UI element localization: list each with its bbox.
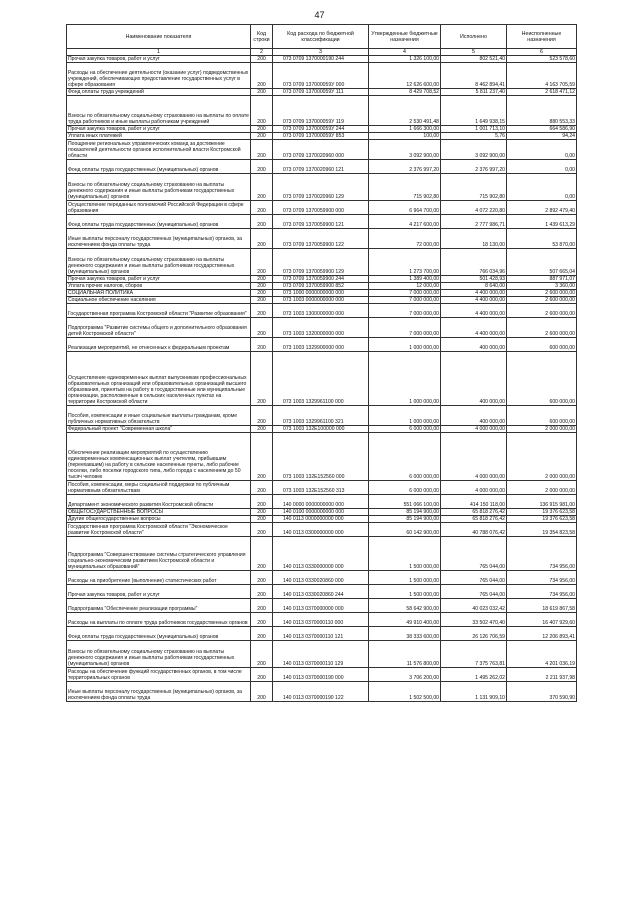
row-approved: 85 194 900,00 (369, 509, 441, 516)
row-approved: 100,00 (369, 133, 441, 140)
row-budget-code: 073 1003 1329961100 000 (273, 352, 369, 406)
page-number: 47 (314, 10, 325, 20)
column-number: 1 (67, 49, 251, 56)
table-body (67, 56, 577, 702)
table-row (67, 215, 577, 229)
header-budget-code: Код расхода по бюджетной классификации (273, 25, 369, 49)
row-budget-code: 073 0709 1370020960 129 (273, 174, 369, 201)
row-name: Уплата иных платежей (67, 133, 251, 140)
header-unexecuted: Неисполненные назначения (507, 25, 577, 49)
row-executed: 414 150 118,00 (441, 495, 507, 509)
row-approved: 1 502 500,00 (369, 682, 441, 702)
row-name: Обеспечение реализации мероприятий по осуществлению единовременных компенсационных выплат учителям, прибывшим (переехавшим) на работу в сельские населенные пункты, либо рабочие поселки, либо поселки городского типа, либо города с населением до 50 тысяч человек (67, 433, 251, 481)
row-unexecuted: 523 578,60 (507, 56, 577, 63)
row-name: Взносы по обязательному социальному страхованию на выплаты денежного содержания и иные выплаты работникам государственных (муниципальных) органов (67, 249, 251, 276)
table-row (67, 481, 577, 495)
table-row (67, 516, 577, 523)
table-row (67, 133, 577, 140)
row-executed: 5,76 (441, 133, 507, 140)
row-line-code: 200 (251, 599, 273, 613)
row-approved: 1 000 000,00 (369, 352, 441, 406)
row-executed: 8 462 894,41 (441, 63, 507, 89)
row-name: Фонд оплаты труда государственных (муниципальных) органов (67, 627, 251, 641)
row-line-code: 200 (251, 585, 273, 599)
row-unexecuted: 600 000,00 (507, 406, 577, 426)
table-row (67, 89, 577, 96)
row-unexecuted: 19 376 623,58 (507, 509, 577, 516)
row-line-code: 200 (251, 290, 273, 297)
row-budget-code: 140 0113 0370000190 000 (273, 668, 369, 682)
row-name: Прочая закупка товаров, работ и услуг (67, 276, 251, 283)
row-line-code: 200 (251, 682, 273, 702)
row-budget-code: 140 0113 0370000110 000 (273, 613, 369, 627)
row-name: Пособия, компенсации, меры социальной поддержки по публичным нормативным обязательствам (67, 481, 251, 495)
column-number: 2 (251, 49, 273, 56)
row-unexecuted: 53 870,00 (507, 229, 577, 249)
row-name: Прочая закупка товаров, работ и услуг (67, 126, 251, 133)
row-budget-code: 073 0709 137000059У 853 (273, 133, 369, 140)
row-name: Подпрограмма "Развитие системы общего и дополнительного образования детей Костромской области" (67, 318, 251, 338)
row-name: Взносы по обязательному социальному страхованию на выплаты денежного содержания и иные выплаты работникам государственных (муниципальных) органов (67, 641, 251, 668)
row-line-code: 200 (251, 297, 273, 304)
row-executed: 766 034,96 (441, 249, 507, 276)
row-executed: 40 023 032,42 (441, 599, 507, 613)
row-line-code: 200 (251, 318, 273, 338)
column-number: 6 (507, 49, 577, 56)
row-approved: 8 429 708,52 (369, 89, 441, 96)
table-row (67, 318, 577, 338)
row-executed: 4 400 000,00 (441, 304, 507, 318)
row-unexecuted: 2 600 000,00 (507, 318, 577, 338)
table-row (67, 276, 577, 283)
row-line-code: 200 (251, 174, 273, 201)
row-unexecuted: 2 892 479,40 (507, 201, 577, 215)
row-name: Взносы по обязательному социальному страхованию на выплаты денежного содержания и иные выплаты работникам государственных (муниципальных) органов (67, 174, 251, 201)
row-line-code: 200 (251, 426, 273, 433)
row-approved: 4 217 600,00 (369, 215, 441, 229)
row-unexecuted: 880 553,33 (507, 96, 577, 126)
row-name: Федеральный проект "Современная школа" (67, 426, 251, 433)
row-approved: 3 706 200,00 (369, 668, 441, 682)
row-budget-code: 140 0113 0300000000 000 (273, 523, 369, 537)
header-indicator-name: Наименование показателя (67, 25, 251, 49)
header-approved: Утвержденные бюджетные назначения (369, 25, 441, 49)
row-approved: 2 376 997,20 (369, 160, 441, 174)
row-budget-code: 073 0709 137000059У 000 (273, 63, 369, 89)
table-row (67, 140, 577, 160)
row-name: Уплата прочих налогов, сборов (67, 283, 251, 290)
table-row (67, 523, 577, 537)
row-approved: 551 066 100,00 (369, 495, 441, 509)
row-unexecuted: 18 619 867,58 (507, 599, 577, 613)
row-approved: 38 333 600,00 (369, 627, 441, 641)
table-row (67, 56, 577, 63)
row-executed: 1 495 262,02 (441, 668, 507, 682)
row-name: Фонд оплаты труда государственных (муниципальных) органов (67, 160, 251, 174)
row-budget-code: 073 1003 1329900000 000 (273, 338, 369, 352)
header-line-code: Код строки (251, 25, 273, 49)
row-budget-code: 073 0709 1370020960 121 (273, 160, 369, 174)
row-approved: 60 142 900,00 (369, 523, 441, 537)
row-approved: 49 910 400,00 (369, 613, 441, 627)
row-approved: 1 273 700,00 (369, 249, 441, 276)
row-unexecuted: 2 000 000,00 (507, 426, 577, 433)
row-line-code: 200 (251, 668, 273, 682)
row-line-code: 200 (251, 627, 273, 641)
row-budget-code: 073 1003 1320000000 000 (273, 318, 369, 338)
column-number: 3 (273, 49, 369, 56)
row-unexecuted: 12 206 893,41 (507, 627, 577, 641)
row-line-code: 200 (251, 406, 273, 426)
row-executed: 7 375 763,81 (441, 641, 507, 668)
row-executed: 765 044,00 (441, 537, 507, 571)
row-budget-code: 073 0709 1370059900 129 (273, 249, 369, 276)
row-approved: 1 500 000,00 (369, 537, 441, 571)
row-executed: 1 649 938,15 (441, 96, 507, 126)
table-row (67, 585, 577, 599)
row-unexecuted: 507 665,04 (507, 249, 577, 276)
row-unexecuted: 887 971,07 (507, 276, 577, 283)
row-name: Пособия, компенсации и иные социальные выплаты гражданам, кроме публичных нормативных обязательств (67, 406, 251, 426)
row-line-code: 200 (251, 249, 273, 276)
row-line-code: 200 (251, 304, 273, 318)
table-row (67, 283, 577, 290)
row-line-code: 200 (251, 63, 273, 89)
row-budget-code: 073 0709 1370059900 121 (273, 215, 369, 229)
column-number-row (67, 49, 577, 56)
row-unexecuted: 0,00 (507, 160, 577, 174)
row-approved: 7 000 000,00 (369, 297, 441, 304)
row-line-code: 200 (251, 481, 273, 495)
row-line-code: 200 (251, 495, 273, 509)
table-row (67, 682, 577, 702)
row-budget-code: 073 0709 137000059У 119 (273, 96, 369, 126)
row-budget-code: 073 0709 1370059900 244 (273, 276, 369, 283)
table-row (67, 174, 577, 201)
row-budget-code: 073 1003 0000000000 000 (273, 297, 369, 304)
row-approved: 7 000 000,00 (369, 318, 441, 338)
row-executed: 40 788 076,42 (441, 523, 507, 537)
row-line-code: 200 (251, 140, 273, 160)
row-unexecuted: 0,00 (507, 174, 577, 201)
row-unexecuted: 136 915 981,00 (507, 495, 577, 509)
row-approved: 1 326 100,00 (369, 56, 441, 63)
row-line-code: 200 (251, 201, 273, 215)
row-executed: 4 400 000,00 (441, 318, 507, 338)
row-line-code: 200 (251, 537, 273, 571)
row-budget-code: 140 0113 0370000000 000 (273, 599, 369, 613)
row-executed: 765 044,00 (441, 585, 507, 599)
row-name: Расходы на обеспечение функций государственных органов, в том числе территориальных органов (67, 668, 251, 682)
row-line-code: 200 (251, 613, 273, 627)
row-budget-code: 073 0709 1370059900 122 (273, 229, 369, 249)
row-line-code: 200 (251, 215, 273, 229)
row-line-code: 200 (251, 89, 273, 96)
row-unexecuted: 600 000,00 (507, 352, 577, 406)
row-executed: 4 072 220,80 (441, 201, 507, 215)
row-name: Подпрограмма "Совершенствование системы стратегического управления социально-экономическим развитием Костромской области и муниципальных образований" (67, 537, 251, 571)
table-row (67, 641, 577, 668)
row-budget-code: 073 0709 1370059900 000 (273, 201, 369, 215)
row-approved: 7 000 000,00 (369, 304, 441, 318)
row-executed: 715 902,80 (441, 174, 507, 201)
row-name: Прочая закупка товаров, работ и услуг (67, 56, 251, 63)
row-unexecuted: 664 586,90 (507, 126, 577, 133)
row-line-code: 200 (251, 126, 273, 133)
row-name: Государственная программа Костромской области "Развитие образования" (67, 304, 251, 318)
row-line-code: 200 (251, 96, 273, 126)
row-executed: 1 001 713,10 (441, 126, 507, 133)
row-executed: 18 130,00 (441, 229, 507, 249)
row-unexecuted: 370 590,90 (507, 682, 577, 702)
table-row (67, 126, 577, 133)
row-unexecuted: 16 407 929,60 (507, 613, 577, 627)
table-row (67, 229, 577, 249)
row-name: Осуществление переданных полномочий Российской Федерации в сфере образования (67, 201, 251, 215)
row-approved: 72 000,00 (369, 229, 441, 249)
row-unexecuted: 2 600 000,00 (507, 297, 577, 304)
row-name: Расходы на приобретение (выполнение) статистических работ (67, 571, 251, 585)
row-name: Подпрограмма "Обеспечение реализации программы" (67, 599, 251, 613)
table-header (67, 25, 577, 56)
row-approved: 7 000 000,00 (369, 290, 441, 297)
row-budget-code: 073 1003 132E152560 000 (273, 433, 369, 481)
row-unexecuted: 1 439 613,29 (507, 215, 577, 229)
row-name: Фонд оплаты труда государственных (муниципальных) органов (67, 215, 251, 229)
row-executed: 501 428,93 (441, 276, 507, 283)
row-budget-code: 140 0113 0370000110 129 (273, 641, 369, 668)
row-approved: 1 389 400,00 (369, 276, 441, 283)
row-budget-code: 140 0113 0330000000 000 (273, 537, 369, 571)
table-row (67, 599, 577, 613)
row-executed: 65 818 276,42 (441, 516, 507, 523)
table-row (67, 627, 577, 641)
row-budget-code: 073 1003 1300000000 000 (273, 304, 369, 318)
row-name: Расходы на выплаты по оплате труда работников государственных органов (67, 613, 251, 627)
row-approved: 3 092 900,00 (369, 140, 441, 160)
row-name: Расходы на обеспечение деятельности (оказание услуг) подведомственных учреждений, обеспечивающих предоставление государственных услуг в сфере образования (67, 63, 251, 89)
row-executed: 1 131 909,10 (441, 682, 507, 702)
row-executed: 802 521,40 (441, 56, 507, 63)
row-name: Реализация мероприятий, не отнесенных к федеральным проектам (67, 338, 251, 352)
row-budget-code: 073 0709 137000059У 111 (273, 89, 369, 96)
table-row (67, 406, 577, 426)
row-line-code: 200 (251, 56, 273, 63)
row-name: Государственная программа Костромской области "Экономическое развитие Костромской области" (67, 523, 251, 537)
row-name: СОЦИАЛЬНАЯ ПОЛИТИКА (67, 290, 251, 297)
row-line-code: 200 (251, 433, 273, 481)
row-budget-code: 140 0000 0000000000 000 (273, 495, 369, 509)
row-approved: 1 666 300,00 (369, 126, 441, 133)
row-executed: 4 000 000,00 (441, 433, 507, 481)
row-unexecuted: 2 211 937,98 (507, 668, 577, 682)
row-approved: 58 642 900,00 (369, 599, 441, 613)
row-line-code: 200 (251, 641, 273, 668)
row-executed: 65 818 276,42 (441, 509, 507, 516)
header-executed: Исполнено (441, 25, 507, 49)
row-unexecuted: 2 000 000,00 (507, 433, 577, 481)
table-row (67, 433, 577, 481)
row-line-code: 200 (251, 509, 273, 516)
row-line-code: 200 (251, 338, 273, 352)
row-approved: 6 000 000,00 (369, 426, 441, 433)
row-executed: 2 777 986,71 (441, 215, 507, 229)
row-unexecuted: 19 354 823,58 (507, 523, 577, 537)
row-unexecuted: 2 000 000,00 (507, 481, 577, 495)
row-name: Департамент экономического развития Костромской области (67, 495, 251, 509)
row-budget-code: 073 0709 137000059У 244 (273, 126, 369, 133)
row-name: Социальное обеспечение населения (67, 297, 251, 304)
row-unexecuted: 4 163 705,59 (507, 63, 577, 89)
row-unexecuted: 3 360,00 (507, 283, 577, 290)
row-executed: 4 400 000,00 (441, 290, 507, 297)
budget-execution-table (66, 24, 577, 702)
table-row (67, 297, 577, 304)
row-executed: 4 000 000,00 (441, 426, 507, 433)
row-executed: 33 502 470,40 (441, 613, 507, 627)
row-budget-code: 140 0100 0000000000 000 (273, 509, 369, 516)
row-unexecuted: 734 956,00 (507, 571, 577, 585)
row-approved: 1 000 000,00 (369, 338, 441, 352)
row-budget-code: 140 0113 0330020860 244 (273, 585, 369, 599)
row-line-code: 200 (251, 229, 273, 249)
row-line-code: 200 (251, 523, 273, 537)
row-name: Осуществление единовременных выплат выпускникам профессиональных образовательных организаций или образовательных организаций высшего образования, принятым на работу в государственные или муниципальные организации, расположенные в сельских населенных пунктах на территории Костромской области (67, 352, 251, 406)
row-approved: 1 500 000,00 (369, 585, 441, 599)
row-budget-code: 140 0113 0370000110 121 (273, 627, 369, 641)
row-name: Фонд оплаты труда учреждений (67, 89, 251, 96)
row-approved: 6 000 000,00 (369, 481, 441, 495)
table-row (67, 290, 577, 297)
row-executed: 400 000,00 (441, 352, 507, 406)
row-executed: 3 092 900,00 (441, 140, 507, 160)
column-number: 4 (369, 49, 441, 56)
row-unexecuted: 2 600 000,00 (507, 304, 577, 318)
table-row (67, 426, 577, 433)
row-unexecuted: 734 956,00 (507, 537, 577, 571)
row-approved: 12 000,00 (369, 283, 441, 290)
row-approved: 1 000 000,00 (369, 406, 441, 426)
row-unexecuted: 734 956,00 (507, 585, 577, 599)
row-unexecuted: 19 376 623,58 (507, 516, 577, 523)
table-row (67, 571, 577, 585)
row-unexecuted: 2 600 000,00 (507, 290, 577, 297)
table-row (67, 495, 577, 509)
row-budget-code: 073 1003 1329961100 321 (273, 406, 369, 426)
row-name: ОБЩЕГОСУДАРСТВЕННЫЕ ВОПРОСЫ (67, 509, 251, 516)
row-executed: 4 000 000,00 (441, 481, 507, 495)
row-approved: 85 194 900,00 (369, 516, 441, 523)
row-name: Поощрение региональных управленческих команд за достижение показателей деятельности органов исполнительной власти Костромской области (67, 140, 251, 160)
row-executed: 8 640,00 (441, 283, 507, 290)
row-budget-code: 073 1000 0000000000 000 (273, 290, 369, 297)
row-line-code: 200 (251, 283, 273, 290)
row-name: Другие общегосударственные вопросы (67, 516, 251, 523)
row-budget-code: 073 1003 132E152560 313 (273, 481, 369, 495)
row-unexecuted: 600 000,00 (507, 338, 577, 352)
row-budget-code: 140 0113 0330020860 000 (273, 571, 369, 585)
row-executed: 4 400 000,00 (441, 297, 507, 304)
row-approved: 6 000 000,00 (369, 433, 441, 481)
row-unexecuted: 4 201 036,19 (507, 641, 577, 668)
row-executed: 26 126 706,59 (441, 627, 507, 641)
row-line-code: 200 (251, 160, 273, 174)
table-row (67, 63, 577, 89)
row-line-code: 200 (251, 133, 273, 140)
row-budget-code: 073 0709 1370000190 244 (273, 56, 369, 63)
row-line-code: 200 (251, 276, 273, 283)
row-name: Прочая закупка товаров, работ и услуг (67, 585, 251, 599)
row-unexecuted: 2 618 471,12 (507, 89, 577, 96)
row-budget-code: 140 0113 0000000000 000 (273, 516, 369, 523)
row-budget-code: 073 0709 1370020960 000 (273, 140, 369, 160)
row-approved: 715 902,80 (369, 174, 441, 201)
table-row (67, 668, 577, 682)
table-row (67, 509, 577, 516)
row-approved: 1 500 000,00 (369, 571, 441, 585)
row-executed: 765 044,00 (441, 571, 507, 585)
row-unexecuted: 94,24 (507, 133, 577, 140)
table-row (67, 96, 577, 126)
header-row (67, 25, 577, 49)
column-number: 5 (441, 49, 507, 56)
row-name: Взносы по обязательному социальному страхованию на выплаты по оплате труда работников и иные выплаты работникам учреждений (67, 96, 251, 126)
row-line-code: 200 (251, 352, 273, 406)
table-row (67, 249, 577, 276)
row-budget-code: 140 0113 0370000190 122 (273, 682, 369, 702)
row-executed: 400 000,00 (441, 338, 507, 352)
row-unexecuted: 0,00 (507, 140, 577, 160)
table-row (67, 613, 577, 627)
row-budget-code: 073 0709 1370059900 852 (273, 283, 369, 290)
table-row (67, 304, 577, 318)
row-name: Иные выплаты персоналу государственных (муниципальных) органов, за исключением фонда оплаты труда (67, 229, 251, 249)
row-line-code: 200 (251, 571, 273, 585)
row-approved: 6 964 700,00 (369, 201, 441, 215)
row-approved: 11 576 800,00 (369, 641, 441, 668)
table-row (67, 201, 577, 215)
row-approved: 12 626 600,00 (369, 63, 441, 89)
table-row (67, 160, 577, 174)
table-row (67, 352, 577, 406)
row-budget-code: 073 1003 132E100000 000 (273, 426, 369, 433)
row-name: Иные выплаты персоналу государственных (муниципальных) органов, за исключением фонда оплаты труда (67, 682, 251, 702)
row-executed: 400 000,00 (441, 406, 507, 426)
row-line-code: 200 (251, 516, 273, 523)
row-executed: 5 811 237,40 (441, 89, 507, 96)
table-row (67, 338, 577, 352)
row-executed: 2 376 997,20 (441, 160, 507, 174)
table-row (67, 537, 577, 571)
row-approved: 2 530 491,48 (369, 96, 441, 126)
